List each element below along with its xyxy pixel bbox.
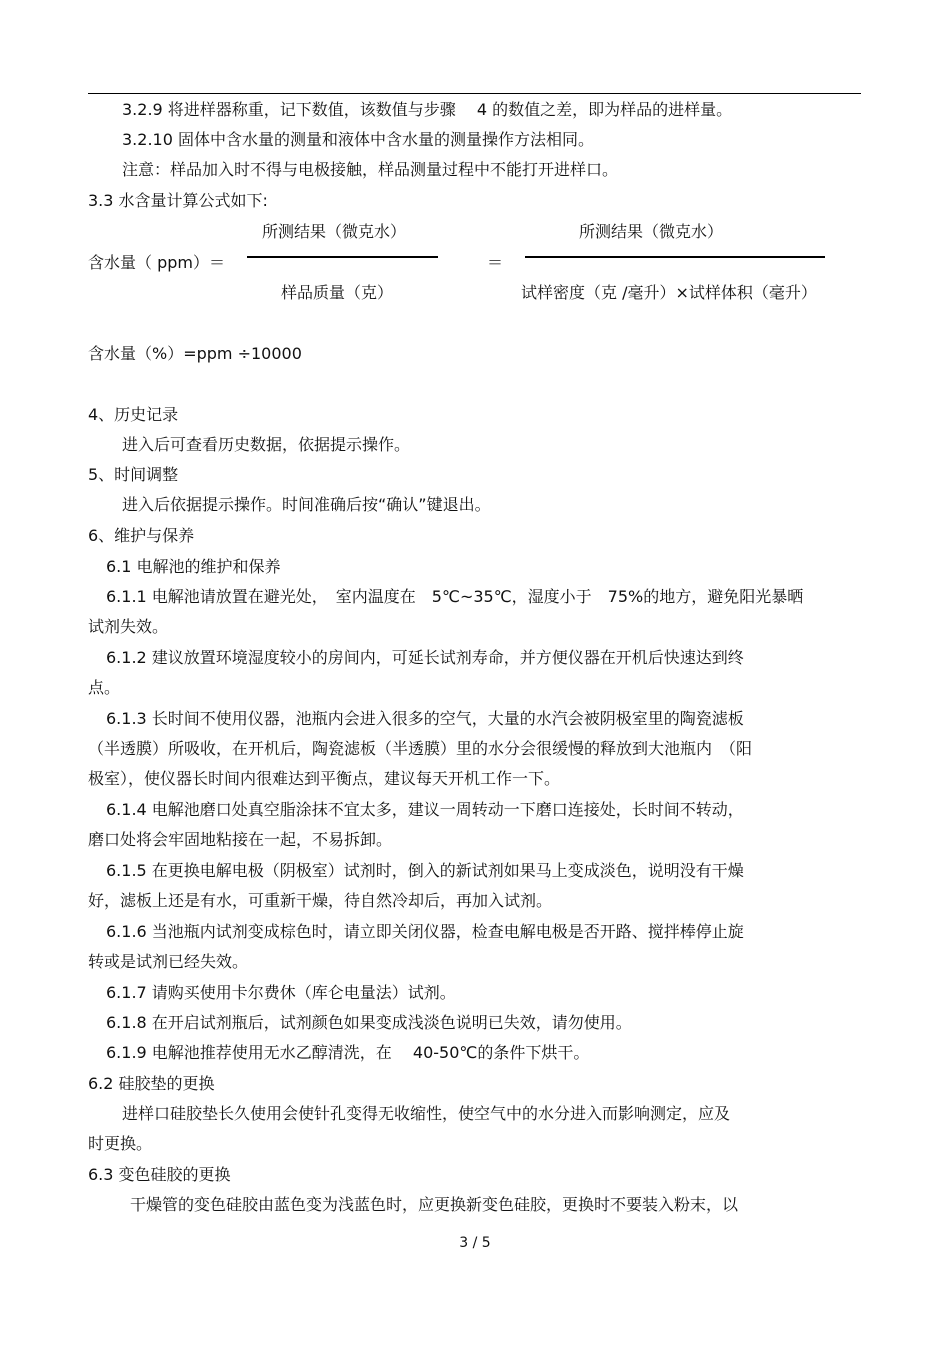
formula-denominator-2: 试样密度（克 /毫升）×试样体积（毫升） (521, 283, 817, 302)
subsection-heading: 6.3 变色硅胶的更换 (88, 1165, 231, 1184)
paragraph-line: 6.1.9 电解池推荐使用无水乙醇清洗，在 40-50℃的条件下烘干。 (106, 1043, 590, 1062)
fraction-bar-1 (247, 256, 438, 258)
paragraph-line: 试剂失效。 (88, 617, 169, 636)
page-number: 3 / 5 (459, 1235, 491, 1251)
formula-equals: ＝ (487, 253, 504, 272)
formula-numerator-1: 所测结果（微克水） (262, 222, 407, 241)
paragraph-line: 6.1.7 请购买使用卡尔费休（库仑电量法）试剂。 (106, 983, 456, 1002)
section-heading: 4、历史记录 (88, 405, 179, 424)
paragraph-line: 进入后依据提示操作。时间准确后按“确认”键退出。 (122, 495, 491, 514)
paragraph-line: 6.1.1 电解池请放置在避光处， 室内温度在 5℃~35℃，湿度小于 75%的地方，避免阳光暴晒 (106, 587, 804, 606)
paragraph-line: 磨口处将会牢固地粘接在一起，不易拆卸。 (88, 830, 393, 849)
formula-lhs: 含水量（ ppm）＝ (88, 253, 225, 272)
paragraph-line: 转或是试剂已经失效。 (88, 952, 249, 971)
formula-percent: 含水量（%）=ppm ÷10000 (88, 344, 302, 363)
paragraph-line: 好，滤板上还是有水，可重新干燥，待自然冷却后，再加入试剂。 (88, 891, 553, 910)
paragraph-line: （半透膜）所吸收，在开机后，陶瓷滤板（半透膜）里的水分会很缓慢的释放到大池瓶内 （阳 (88, 739, 753, 758)
note-line: 注意：样品加入时不得与电极接触，样品测量过程中不能打开进样口。 (122, 160, 619, 179)
paragraph-line: 6.1.2 建议放置环境湿度较小的房间内，可延长试剂寿命，并方便仪器在开机后快速达到终 (106, 648, 744, 667)
section-heading: 6、维护与保养 (88, 526, 195, 545)
header-rule (88, 93, 861, 94)
paragraph-line: 时更换。 (88, 1134, 153, 1153)
section-heading: 3.3 水含量计算公式如下: (88, 191, 268, 210)
paragraph-line: 进入后可查看历史数据，依据提示操作。 (122, 435, 411, 454)
formula-denominator-1: 样品质量（克） (281, 283, 394, 302)
section-heading: 5、时间调整 (88, 465, 179, 484)
paragraph-line: 6.1.3 长时间不使用仪器，池瓶内会进入很多的空气，大量的水汽会被阴极室里的陶瓷滤板 (106, 709, 744, 728)
paragraph-line: 极室），使仪器长时间内很难达到平衡点，建议每天开机工作一下。 (88, 769, 561, 788)
paragraph-line: 6.1.4 电解池磨口处真空脂涂抹不宜太多，建议一周转动一下磨口连接处，长时间不转动， (106, 800, 744, 819)
subsection-heading: 6.2 硅胶垫的更换 (88, 1074, 215, 1093)
paragraph-line: 进样口硅胶垫长久使用会使针孔变得无收缩性，使空气中的水分进入而影响测定，应及 (122, 1104, 731, 1123)
paragraph-line: 点。 (88, 678, 121, 697)
subsection-heading: 6.1 电解池的维护和保养 (106, 557, 281, 576)
paragraph-line: 3.2.10 固体中含水量的测量和液体中含水量的测量操作方法相同。 (122, 130, 594, 149)
paragraph-line: 3.2.9 将进样器称重，记下数值，该数值与步骤 4 的数值之差，即为样品的进样量。 (122, 100, 733, 119)
paragraph-line: 6.1.8 在开启试剂瓶后，试剂颜色如果变成浅淡色说明已失效，请勿使用。 (106, 1013, 632, 1032)
formula-numerator-2: 所测结果（微克水） (579, 222, 724, 241)
paragraph-line: 6.1.6 当池瓶内试剂变成棕色时，请立即关闭仪器，检查电解电极是否开路、搅拌棒停止旋 (106, 922, 744, 941)
paragraph-line: 干燥管的变色硅胶由蓝色变为浅蓝色时，应更换新变色硅胶，更换时不要装入粉末，以 (130, 1195, 739, 1214)
paragraph-line: 6.1.5 在更换电解电极（阴极室）试剂时，倒入的新试剂如果马上变成淡色，说明没有干燥 (106, 861, 744, 880)
fraction-bar-2 (525, 256, 825, 258)
